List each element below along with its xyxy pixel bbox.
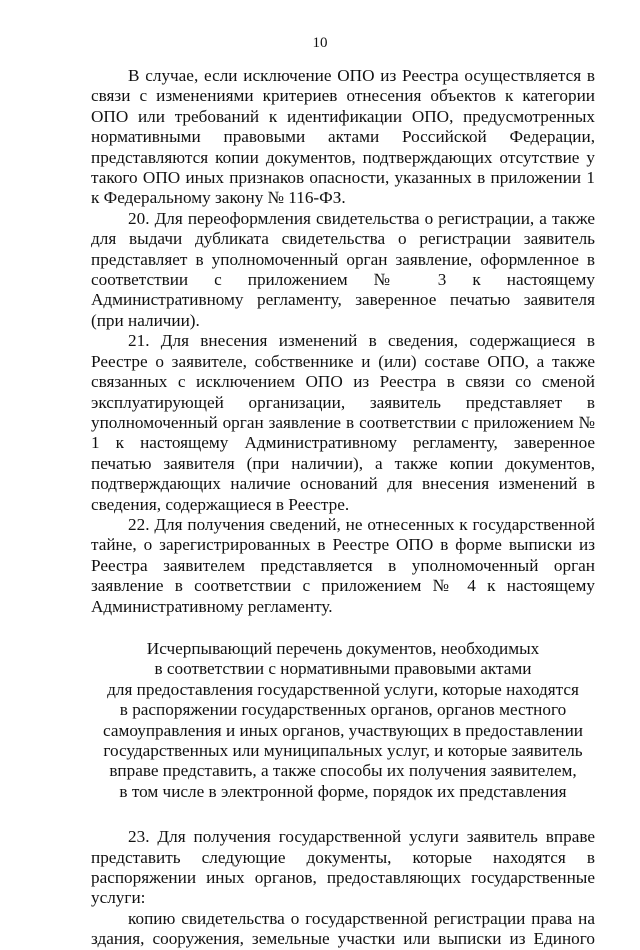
section-heading-line: государственных или муниципальных услуг, и которые заявитель [103,741,583,760]
page-number: 10 [312,35,328,51]
section-heading-line: вправе представить, а также способы их получения заявителем, [109,761,577,781]
paragraph-item-23-copy: копию свидетельства о государственной регистрации права на здания, сооружения, земельные участки или выписки из Единого [91,908,595,949]
paragraph-item-22: 22. Для получения сведений, не отнесенных к государственной тайне, о зарегистрированных в Реестре ОПО в форме выписки из Реестра заявителем представляется в уполномоченный орган заявление в соответствии с приложением № 4 к настоящему Административному регламенту. [91,514,595,616]
section-heading-line: в распоряжении государственных органов, органов местного [119,700,567,720]
section-heading-line: в том числе в электронной форме, порядок их представления [119,781,567,801]
paragraph-exclusion-opo: В случае, если исключение ОПО из Реестра осуществляется в связи с изменениями критериев отнесения объектов к категории ОПО или требований к идентификации ОПО, предусмотренных нормативными правовыми актами Российской Федерации, представляются копии документов, подтверждающих отсутствие у такого ОПО иных признаков опасности, указанных в приложении 1 к Федеральному закону № 116-ФЗ. [91,66,595,208]
section-heading-line: в соответствии с нормативными правовыми актами [154,659,532,679]
section-heading-line: для предоставления государственной услуги, которые находятся [107,679,579,699]
section-heading-line: Исчерпывающий перечень документов, необходимых [146,638,540,658]
section-heading-line: самоуправления и иных органов, участвующих в предоставлении [102,720,583,740]
paragraph-item-23: 23. Для получения государственной услуги заявитель вправе представить следующие документы, которые находятся в распоряжении иных органов, предоставляющих государственные услуги: [91,827,595,908]
paragraph-item-20: 20. Для переоформления свидетельства о регистрации, а также для выдачи дубликата свидетельства о регистрации заявитель представляет в уполномоченный орган заявление, оформленное в соответствии с приложением № 3 к настоящему Административному регламенту, заверенное печатью заявителя (при наличии). [91,208,595,330]
document-body [91,66,595,950]
section-heading [91,639,595,802]
paragraph-item-21: 21. Для внесения изменений в сведения, содержащиеся в Реестре о заявителе, собственнике и (или) составе ОПО, а также связанных с исключением ОПО из Реестра в связи со сменой эксплуатирующей организации, заявитель представляет в уполномоченный орган заявление в соответствии с приложением № 1 к настоящему Административному регламенту, заверенное печатью заявителя (при наличии), а также копии документов, подтверждающих наличие оснований для внесения изменений в сведения, содержащиеся в Реестре. [91,331,595,514]
